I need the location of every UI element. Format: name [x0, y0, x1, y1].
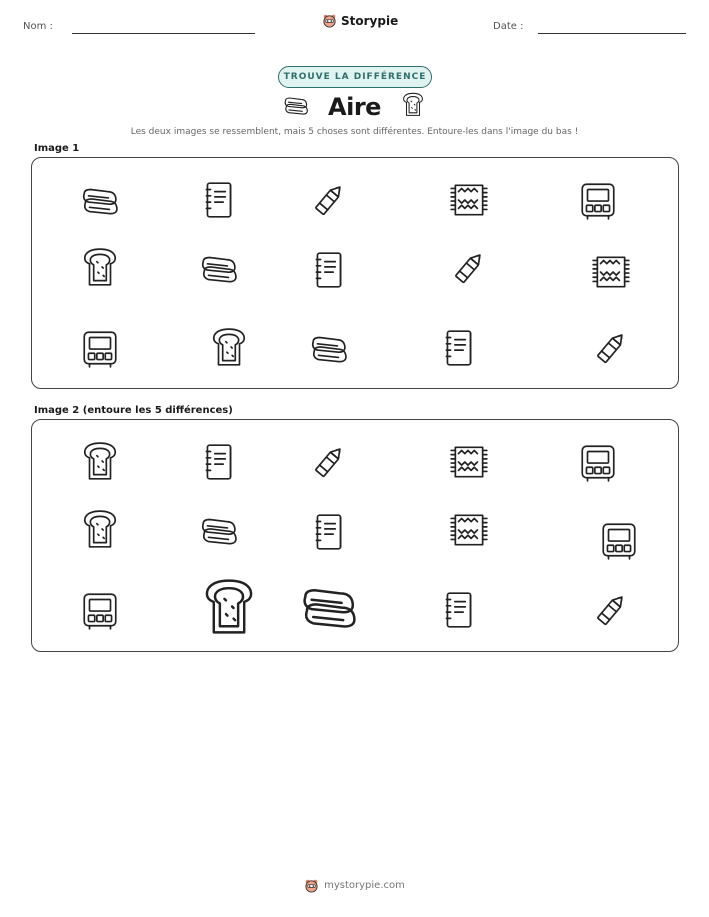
- brand-name: Storypie: [341, 13, 399, 28]
- toast-icon[interactable]: [79, 509, 121, 551]
- crayon-icon: [448, 247, 490, 289]
- footer-url[interactable]: mystorypie.com: [324, 880, 405, 891]
- notebook-icon[interactable]: [198, 441, 240, 483]
- blanket-icon: [79, 179, 121, 221]
- title-text: Aire: [328, 93, 381, 121]
- toast-icon: [399, 92, 427, 122]
- instructions-text: Les deux images se ressemblent, mais 5 choses sont différentes. Entoure-les dans l'image du bas !: [130, 127, 579, 137]
- crayon-icon[interactable]: [590, 589, 632, 631]
- toast-icon[interactable]: [199, 578, 260, 639]
- blanket-icon: [198, 247, 240, 289]
- notebook-icon: [308, 249, 350, 291]
- rug-icon[interactable]: [448, 509, 490, 551]
- rug-icon: [448, 179, 490, 221]
- image1-panel: [31, 157, 679, 389]
- worksheet-title: [0, 92, 709, 122]
- activity-badge: TROUVE LA DIFFÉRENCE: [278, 66, 432, 88]
- timer-icon[interactable]: [598, 519, 640, 561]
- folded-blanket-icon: [282, 92, 310, 122]
- notebook-icon[interactable]: [308, 511, 350, 553]
- crayon-icon[interactable]: [308, 441, 350, 483]
- timer-icon: [79, 327, 121, 369]
- timer-icon[interactable]: [577, 441, 619, 483]
- notebook-icon: [198, 179, 240, 221]
- date-label: Date :: [493, 21, 524, 32]
- storypie-mascot-icon: [304, 878, 319, 893]
- notebook-icon[interactable]: [438, 589, 480, 631]
- rug-icon[interactable]: [448, 441, 490, 483]
- rug-icon: [590, 251, 632, 293]
- toast-icon[interactable]: [79, 441, 121, 483]
- image1-label: Image 1: [34, 143, 80, 154]
- image2-label: Image 2 (entoure les 5 différences): [34, 405, 233, 416]
- name-field-line[interactable]: [72, 33, 255, 34]
- blanket-icon[interactable]: [198, 509, 240, 551]
- date-field-line[interactable]: [538, 33, 686, 34]
- toast-icon: [79, 247, 121, 289]
- timer-icon[interactable]: [79, 589, 121, 631]
- footer: [0, 878, 709, 893]
- blanket-icon: [308, 327, 350, 369]
- name-label: Nom :: [23, 21, 53, 32]
- toast-icon: [208, 327, 250, 369]
- storypie-mascot-icon: [322, 13, 337, 28]
- timer-icon: [577, 179, 619, 221]
- blanket-icon[interactable]: [298, 575, 361, 638]
- image2-panel[interactable]: [31, 419, 679, 652]
- crayon-icon: [308, 179, 350, 221]
- brand-logo: [322, 13, 398, 28]
- crayon-icon: [590, 327, 632, 369]
- notebook-icon: [438, 327, 480, 369]
